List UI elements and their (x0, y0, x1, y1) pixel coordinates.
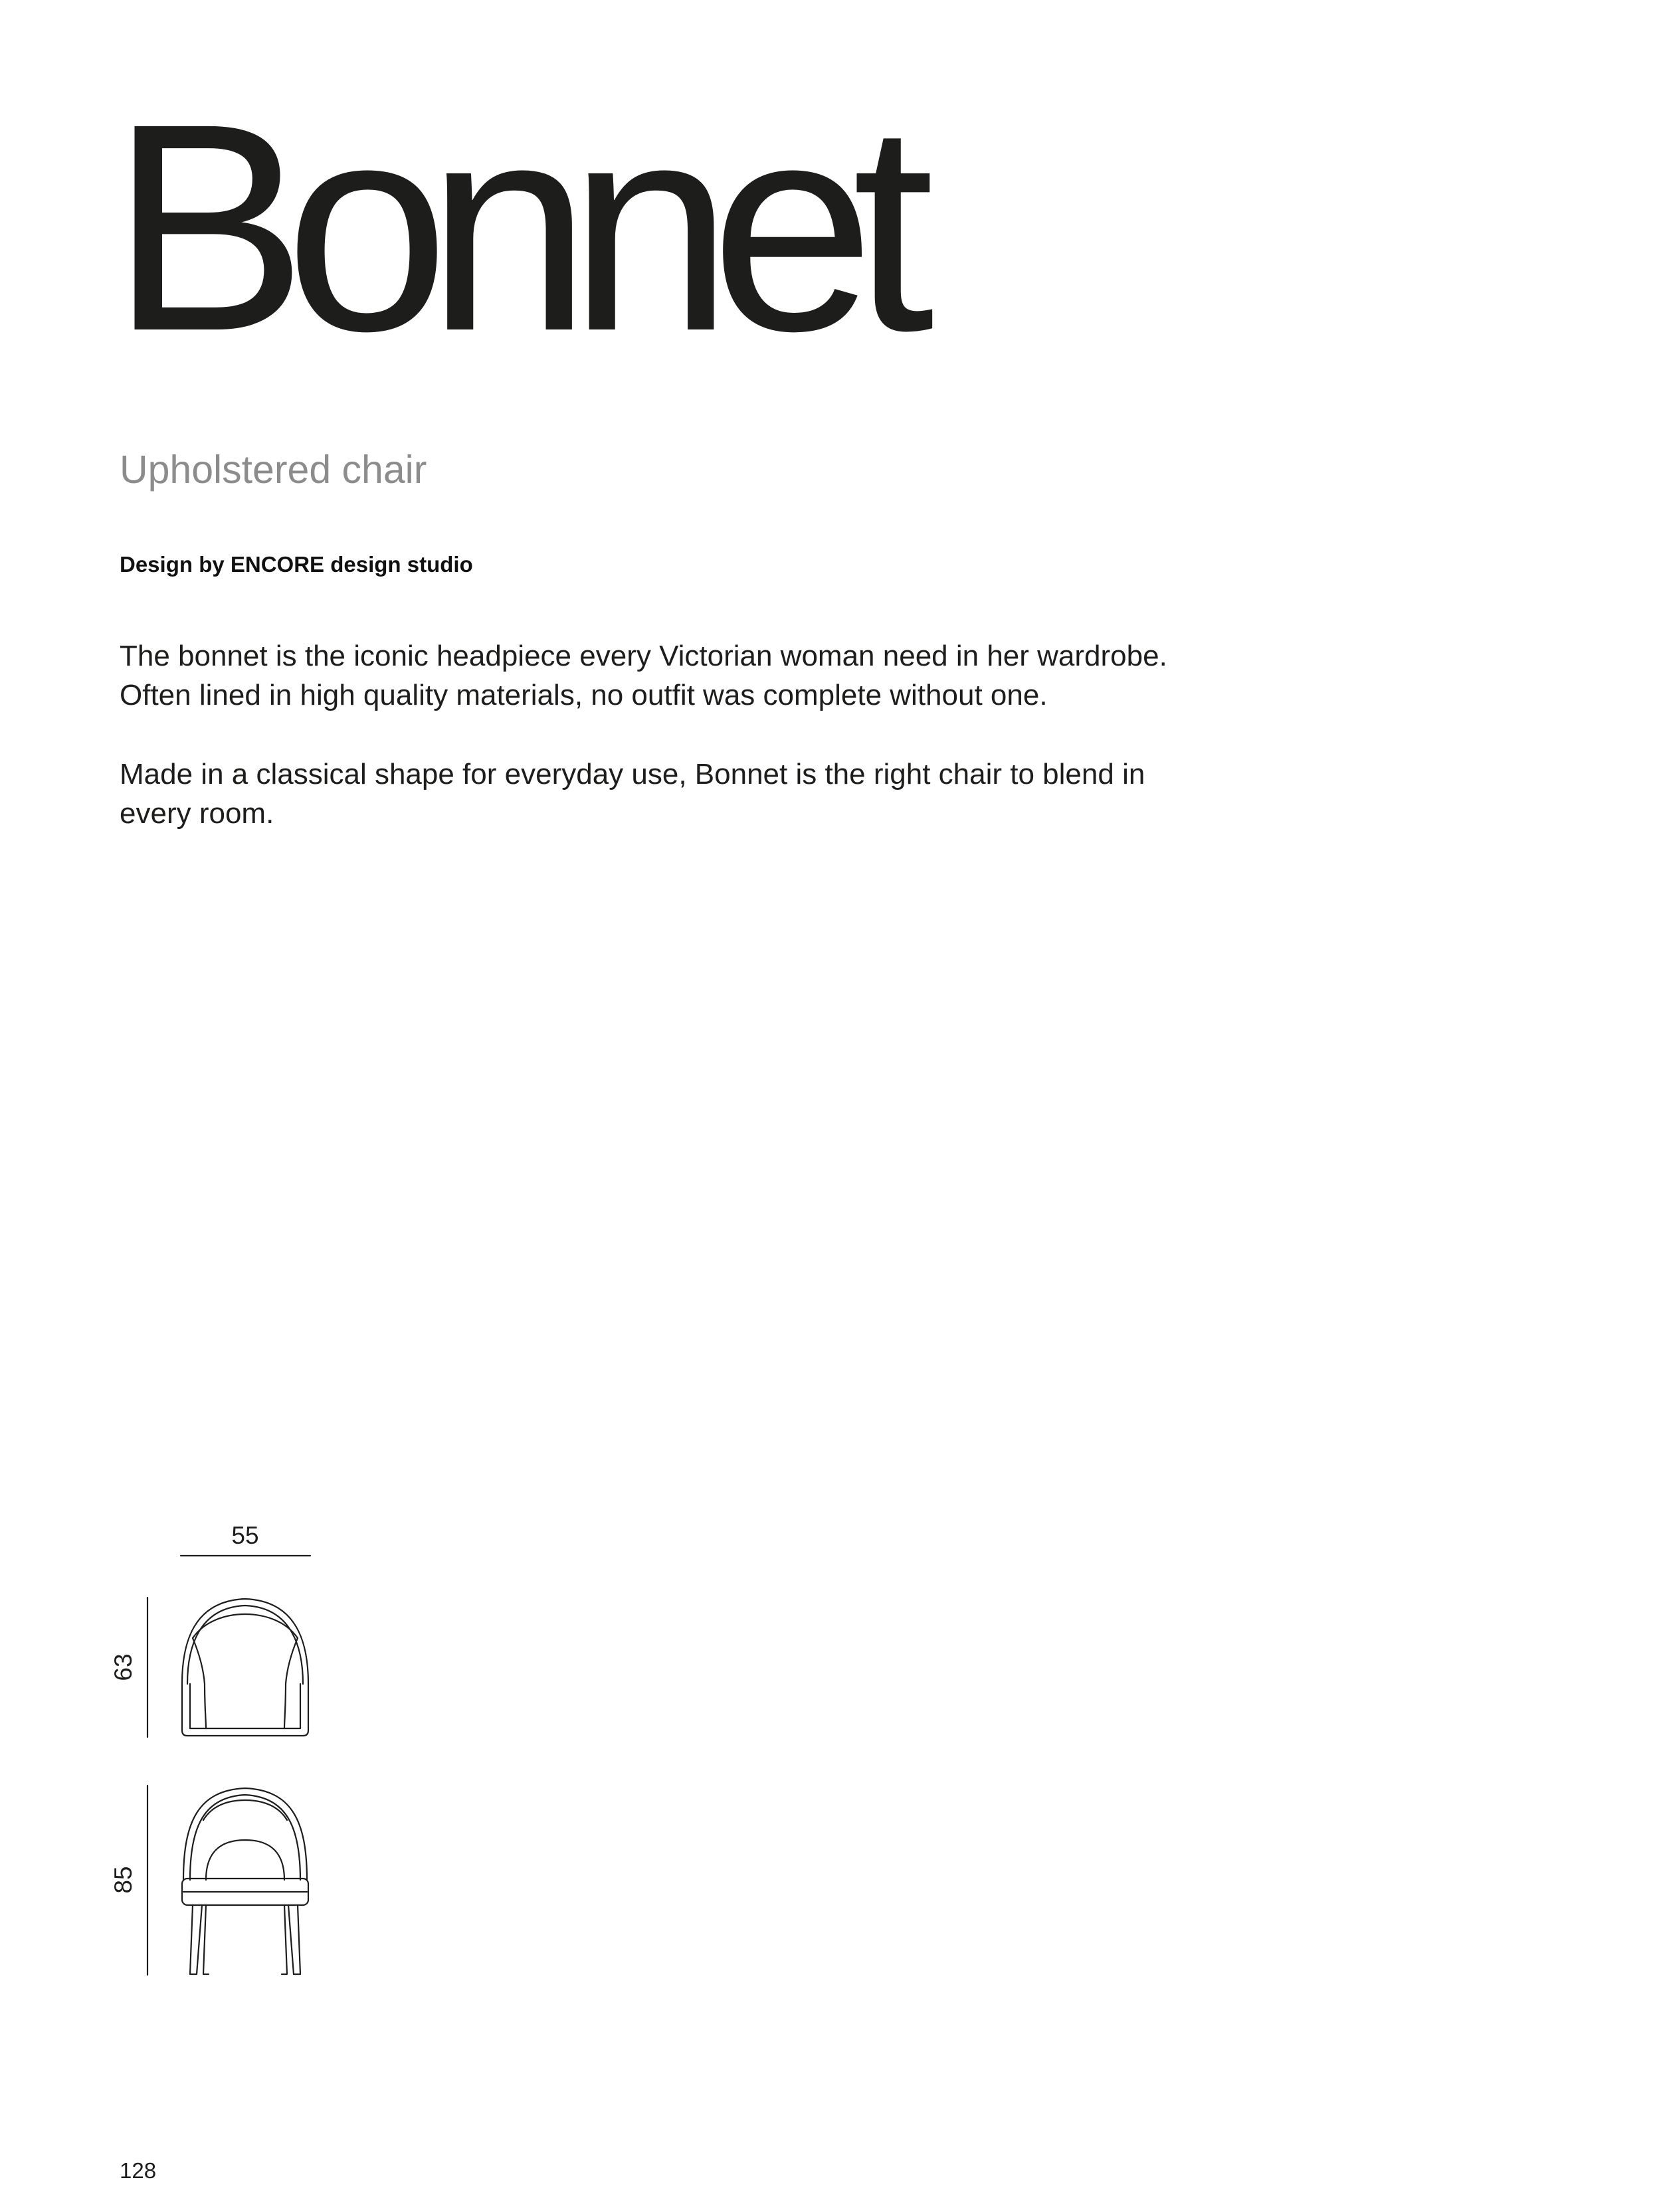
width-dimension-label: 55 (231, 1522, 259, 1549)
height-dimension-label: 85 (110, 1866, 137, 1894)
chair-front-view-drawing (182, 1788, 308, 1974)
description-line: every room. (120, 797, 274, 830)
depth-dimension-label: 63 (110, 1653, 137, 1681)
product-title: Bonnet (110, 62, 912, 393)
description-paragraph-1 (120, 636, 1249, 715)
technical-drawings (100, 1508, 352, 1993)
product-subtitle: Upholstered chair (120, 448, 427, 492)
description-paragraph-2 (120, 755, 1249, 833)
designer-credit: Design by ENCORE design studio (120, 552, 473, 577)
chair-top-view-drawing (182, 1599, 308, 1736)
page-number: 128 (120, 2158, 157, 2183)
description-line: Made in a classical shape for everyday use, Bonnet is the right chair to blend in (120, 758, 1145, 790)
description-line: Often lined in high quality materials, no outfit was complete without one. (120, 679, 1048, 711)
description-line: The bonnet is the iconic headpiece every Victorian woman need in her wardrobe. (120, 640, 1167, 672)
